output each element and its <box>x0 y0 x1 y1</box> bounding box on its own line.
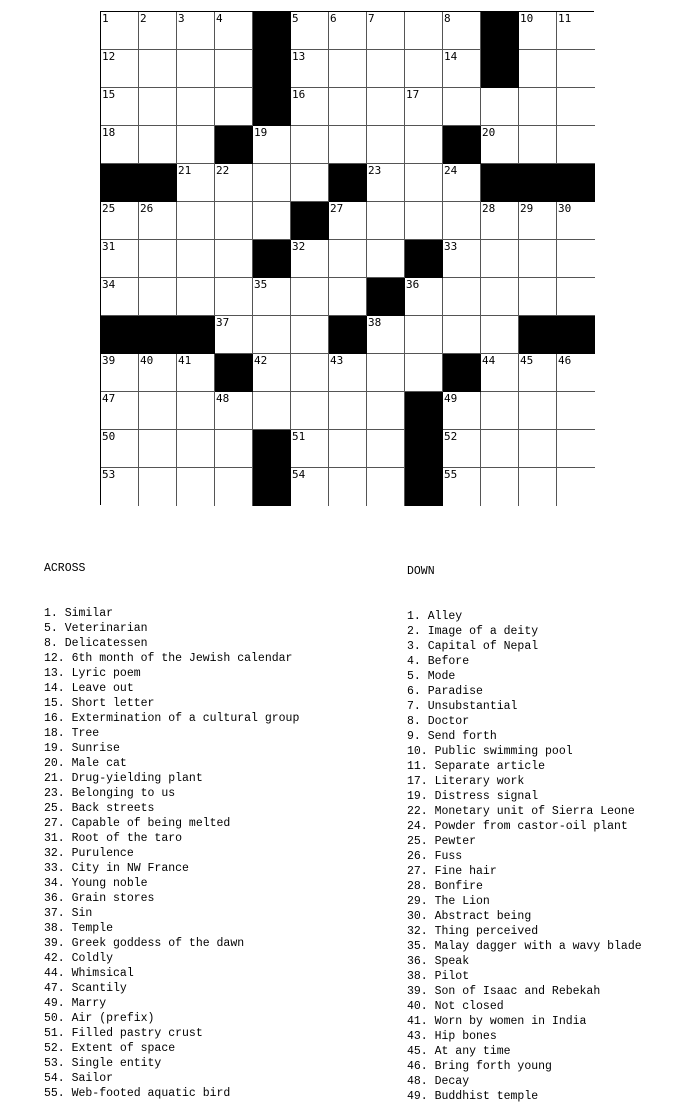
clue-number: 23 <box>368 164 382 177</box>
clue-number: 27 <box>330 202 344 215</box>
grid-cell[interactable] <box>367 354 405 392</box>
black-square <box>101 164 139 202</box>
grid-cell[interactable] <box>367 50 405 88</box>
clue-number: 1 <box>102 12 109 25</box>
grid-cell[interactable] <box>329 126 367 164</box>
black-square <box>101 316 139 354</box>
clue-number: 22 <box>216 164 230 177</box>
black-square <box>481 164 519 202</box>
clue-number: 38 <box>368 316 382 329</box>
grid-cell[interactable] <box>405 354 443 392</box>
grid-cell[interactable] <box>101 240 139 278</box>
grid-cell[interactable] <box>139 126 177 164</box>
grid-cell[interactable] <box>557 392 595 430</box>
grid-cell[interactable] <box>215 164 253 202</box>
clue-number: 31 <box>102 240 116 253</box>
across-clue-list <box>44 606 299 1101</box>
clue-number: 25 <box>102 202 116 215</box>
grid-cell[interactable] <box>329 278 367 316</box>
down-clue: 36. Speak <box>407 955 470 968</box>
clue-number: 28 <box>482 202 496 215</box>
grid-cell[interactable] <box>139 354 177 392</box>
grid-cell[interactable] <box>329 392 367 430</box>
down-clue: 48. Decay <box>407 1075 470 1088</box>
grid-cell[interactable] <box>367 12 405 50</box>
across-clue: 5. Veterinarian <box>44 622 148 635</box>
black-square <box>329 164 367 202</box>
clue-number: 34 <box>102 278 116 291</box>
grid-cell[interactable] <box>139 202 177 240</box>
clue-number: 14 <box>444 50 458 63</box>
grid-cell[interactable] <box>443 202 481 240</box>
across-clues <box>44 531 299 1116</box>
down-clue: 43. Hip bones <box>407 1030 497 1043</box>
across-clue: 55. Web-footed aquatic bird <box>44 1087 231 1100</box>
grid-cell[interactable] <box>443 50 481 88</box>
black-square <box>329 316 367 354</box>
across-clue: 21. Drug-yielding plant <box>44 772 203 785</box>
grid-cell[interactable] <box>443 468 481 506</box>
clue-number: 13 <box>292 50 306 63</box>
grid-cell[interactable] <box>481 316 519 354</box>
clue-number: 46 <box>558 354 572 367</box>
grid-cell[interactable] <box>139 392 177 430</box>
grid-cell[interactable] <box>291 430 329 468</box>
grid-cell[interactable] <box>557 126 595 164</box>
grid-cell[interactable] <box>291 240 329 278</box>
clue-number: 2 <box>140 12 147 25</box>
grid-cell[interactable] <box>481 88 519 126</box>
clue-number: 26 <box>140 202 154 215</box>
grid-cell[interactable] <box>101 50 139 88</box>
down-clue: 41. Worn by women in India <box>407 1015 587 1028</box>
grid-cell[interactable] <box>329 430 367 468</box>
grid-cell[interactable] <box>329 240 367 278</box>
grid-cell[interactable] <box>481 468 519 506</box>
grid-cell[interactable] <box>101 354 139 392</box>
grid-cell[interactable] <box>215 430 253 468</box>
grid-cell[interactable] <box>367 126 405 164</box>
grid-cell[interactable] <box>215 278 253 316</box>
grid-cell[interactable] <box>291 392 329 430</box>
grid-cell[interactable] <box>253 316 291 354</box>
grid-cell[interactable] <box>101 126 139 164</box>
across-clue: 42. Coldly <box>44 952 114 965</box>
black-square <box>443 354 481 392</box>
grid-cell[interactable] <box>443 12 481 50</box>
grid-cell[interactable] <box>215 316 253 354</box>
clue-number: 12 <box>102 50 116 63</box>
black-square <box>253 430 291 468</box>
grid-cell[interactable] <box>557 278 595 316</box>
grid-cell[interactable] <box>443 430 481 468</box>
grid-cell[interactable] <box>405 12 443 50</box>
across-clue: 54. Sailor <box>44 1072 114 1085</box>
black-square <box>177 316 215 354</box>
grid-cell[interactable] <box>557 240 595 278</box>
across-clue: 1. Similar <box>44 607 114 620</box>
across-clue: 51. Filled pastry crust <box>44 1027 203 1040</box>
grid-cell[interactable] <box>329 202 367 240</box>
grid-cell[interactable] <box>177 88 215 126</box>
grid-cell[interactable] <box>101 202 139 240</box>
down-clue: 30. Abstract being <box>407 910 532 923</box>
grid-cell[interactable] <box>405 126 443 164</box>
grid-cell[interactable] <box>139 240 177 278</box>
grid-cell[interactable] <box>481 354 519 392</box>
grid-cell[interactable] <box>557 354 595 392</box>
clue-number: 43 <box>330 354 344 367</box>
across-clue: 32. Purulence <box>44 847 134 860</box>
across-clue: 53. Single entity <box>44 1057 162 1070</box>
down-clue: 2. Image of a deity <box>407 625 539 638</box>
black-square <box>253 468 291 506</box>
grid-cell[interactable] <box>177 354 215 392</box>
grid-cell[interactable] <box>519 12 557 50</box>
across-clue: 14. Leave out <box>44 682 134 695</box>
clue-number: 42 <box>254 354 268 367</box>
across-clue: 52. Extent of space <box>44 1042 176 1055</box>
clue-number: 15 <box>102 88 116 101</box>
clue-number: 10 <box>520 12 534 25</box>
clue-number: 5 <box>292 12 299 25</box>
grid-cell[interactable] <box>519 430 557 468</box>
grid-cell[interactable] <box>291 50 329 88</box>
grid-cell[interactable] <box>215 240 253 278</box>
black-square <box>291 202 329 240</box>
grid-cell[interactable] <box>253 164 291 202</box>
clue-number: 55 <box>444 468 458 481</box>
grid-cell[interactable] <box>291 278 329 316</box>
clue-number: 6 <box>330 12 337 25</box>
black-square <box>253 88 291 126</box>
grid-cell[interactable] <box>519 278 557 316</box>
down-clue: 26. Fuss <box>407 850 463 863</box>
grid-cell[interactable] <box>405 164 443 202</box>
grid-cell[interactable] <box>253 278 291 316</box>
across-clue: 44. Whimsical <box>44 967 134 980</box>
grid-cell[interactable] <box>405 316 443 354</box>
grid-cell[interactable] <box>329 88 367 126</box>
clue-number: 18 <box>102 126 116 139</box>
across-clue: 50. Air (prefix) <box>44 1012 155 1025</box>
black-square <box>139 164 177 202</box>
clue-number: 20 <box>482 126 496 139</box>
down-clue: 11. Separate article <box>407 760 546 773</box>
grid-cell[interactable] <box>367 240 405 278</box>
across-clue: 34. Young noble <box>44 877 148 890</box>
grid-cell[interactable] <box>519 240 557 278</box>
black-square <box>443 126 481 164</box>
grid-cell[interactable] <box>367 392 405 430</box>
across-clue: 13. Lyric poem <box>44 667 141 680</box>
black-square <box>215 354 253 392</box>
clue-number: 17 <box>406 88 420 101</box>
grid-cell[interactable] <box>557 430 595 468</box>
grid-cell[interactable] <box>139 430 177 468</box>
down-clue: 1. Alley <box>407 610 463 623</box>
grid-cell[interactable] <box>291 354 329 392</box>
black-square <box>253 12 291 50</box>
grid-cell[interactable] <box>481 392 519 430</box>
clue-number: 54 <box>292 468 306 481</box>
grid-cell[interactable] <box>329 468 367 506</box>
down-clue-list <box>407 609 642 1104</box>
black-square <box>405 392 443 430</box>
down-clue: 4. Before <box>407 655 470 668</box>
across-clue: 49. Marry <box>44 997 107 1010</box>
black-square <box>557 316 595 354</box>
grid-cell[interactable] <box>519 392 557 430</box>
grid-cell[interactable] <box>177 430 215 468</box>
grid-cell[interactable] <box>215 468 253 506</box>
grid-cell[interactable] <box>253 126 291 164</box>
clue-number: 35 <box>254 278 268 291</box>
grid-cell[interactable] <box>291 126 329 164</box>
black-square <box>367 278 405 316</box>
across-clue: 19. Sunrise <box>44 742 120 755</box>
grid-cell[interactable] <box>177 468 215 506</box>
grid-cell[interactable] <box>291 88 329 126</box>
down-clue: 45. At any time <box>407 1045 511 1058</box>
grid-cell[interactable] <box>177 126 215 164</box>
grid-cell[interactable] <box>405 278 443 316</box>
across-clue: 37. Sin <box>44 907 93 920</box>
clue-number: 39 <box>102 354 116 367</box>
down-clue: 5. Mode <box>407 670 456 683</box>
down-title: DOWN <box>407 565 435 578</box>
grid-cell[interactable] <box>367 430 405 468</box>
across-clue: 36. Grain stores <box>44 892 155 905</box>
down-clue: 25. Pewter <box>407 835 477 848</box>
grid-cell[interactable] <box>177 202 215 240</box>
grid-cell[interactable] <box>519 468 557 506</box>
across-clue: 39. Greek goddess of the dawn <box>44 937 245 950</box>
grid-cell[interactable] <box>405 202 443 240</box>
clue-number: 33 <box>444 240 458 253</box>
across-clue: 38. Temple <box>44 922 114 935</box>
clue-number: 40 <box>140 354 154 367</box>
grid-cell[interactable] <box>215 50 253 88</box>
across-clue: 25. Back streets <box>44 802 155 815</box>
grid-cell[interactable] <box>443 392 481 430</box>
across-clue: 8. Delicatessen <box>44 637 148 650</box>
down-clues <box>407 534 642 1119</box>
clue-number: 16 <box>292 88 306 101</box>
black-square <box>253 50 291 88</box>
grid-cell[interactable] <box>367 202 405 240</box>
grid-cell[interactable] <box>519 50 557 88</box>
grid-cell[interactable] <box>329 354 367 392</box>
clue-number: 52 <box>444 430 458 443</box>
black-square <box>481 50 519 88</box>
grid-cell[interactable] <box>139 468 177 506</box>
clue-number: 37 <box>216 316 230 329</box>
grid-cell[interactable] <box>557 50 595 88</box>
grid-cell[interactable] <box>405 50 443 88</box>
across-clue: 18. Tree <box>44 727 100 740</box>
clue-number: 30 <box>558 202 572 215</box>
clue-number: 7 <box>368 12 375 25</box>
clue-number: 47 <box>102 392 116 405</box>
grid-cell[interactable] <box>557 88 595 126</box>
black-square <box>405 240 443 278</box>
down-clue: 10. Public swimming pool <box>407 745 573 758</box>
grid-cell[interactable] <box>443 164 481 202</box>
grid-cell[interactable] <box>139 278 177 316</box>
grid-cell[interactable] <box>101 392 139 430</box>
grid-cell[interactable] <box>177 50 215 88</box>
clue-number: 49 <box>444 392 458 405</box>
down-clue: 8. Doctor <box>407 715 470 728</box>
grid-cell[interactable] <box>139 12 177 50</box>
down-clue: 17. Literary work <box>407 775 525 788</box>
down-clue: 39. Son of Isaac and Rebekah <box>407 985 601 998</box>
grid-cell[interactable] <box>177 278 215 316</box>
down-clue: 32. Thing perceived <box>407 925 539 938</box>
black-square <box>519 164 557 202</box>
across-clue: 33. City in NW France <box>44 862 189 875</box>
grid-cell[interactable] <box>291 468 329 506</box>
down-clue: 35. Malay dagger with a wavy blade <box>407 940 642 953</box>
grid-cell[interactable] <box>177 392 215 430</box>
across-clue: 31. Root of the taro <box>44 832 183 845</box>
grid-cell[interactable] <box>367 316 405 354</box>
grid-cell[interactable] <box>215 12 253 50</box>
clue-number: 36 <box>406 278 420 291</box>
grid-cell[interactable] <box>367 88 405 126</box>
grid-cell[interactable] <box>253 354 291 392</box>
down-clue: 38. Pilot <box>407 970 470 983</box>
across-title: ACROSS <box>44 562 86 575</box>
down-clue: 49. Buddhist temple <box>407 1090 539 1103</box>
across-clue: 20. Male cat <box>44 757 127 770</box>
grid-cell[interactable] <box>443 240 481 278</box>
grid-cell[interactable] <box>215 202 253 240</box>
down-clue: 9. Send forth <box>407 730 497 743</box>
grid-cell[interactable] <box>481 278 519 316</box>
grid-cell[interactable] <box>101 430 139 468</box>
clue-number: 50 <box>102 430 116 443</box>
clue-number: 21 <box>178 164 192 177</box>
grid-cell[interactable] <box>481 202 519 240</box>
grid-cell[interactable] <box>557 12 595 50</box>
across-clue: 23. Belonging to us <box>44 787 176 800</box>
grid-cell[interactable] <box>443 278 481 316</box>
down-clue: 24. Powder from castor-oil plant <box>407 820 628 833</box>
grid-cell[interactable] <box>291 12 329 50</box>
grid-cell[interactable] <box>481 240 519 278</box>
down-clue: 3. Capital of Nepal <box>407 640 539 653</box>
grid-cell[interactable] <box>101 468 139 506</box>
grid-cell[interactable] <box>101 12 139 50</box>
grid-cell[interactable] <box>139 88 177 126</box>
crossword-grid <box>100 11 594 505</box>
grid-cell[interactable] <box>253 202 291 240</box>
grid-cell[interactable] <box>519 88 557 126</box>
black-square <box>519 316 557 354</box>
clue-number: 4 <box>216 12 223 25</box>
clue-number: 51 <box>292 430 306 443</box>
black-square <box>253 240 291 278</box>
across-clue: 16. Extermination of a cultural group <box>44 712 300 725</box>
down-clue: 7. Unsubstantial <box>407 700 518 713</box>
grid-cell[interactable] <box>443 316 481 354</box>
grid-cell[interactable] <box>367 164 405 202</box>
black-square <box>405 430 443 468</box>
grid-cell[interactable] <box>367 468 405 506</box>
grid-cell[interactable] <box>139 50 177 88</box>
grid-cell[interactable] <box>519 202 557 240</box>
clue-number: 53 <box>102 468 116 481</box>
grid-cell[interactable] <box>177 12 215 50</box>
down-clue: 29. The Lion <box>407 895 490 908</box>
down-clue: 40. Not closed <box>407 1000 504 1013</box>
grid-cell[interactable] <box>101 88 139 126</box>
grid-cell[interactable] <box>329 12 367 50</box>
down-clue: 22. Monetary unit of Sierra Leone <box>407 805 635 818</box>
clue-number: 24 <box>444 164 458 177</box>
grid-cell[interactable] <box>405 88 443 126</box>
across-clue: 15. Short letter <box>44 697 155 710</box>
grid-cell[interactable] <box>481 430 519 468</box>
down-clue: 46. Bring forth young <box>407 1060 552 1073</box>
across-clue: 27. Capable of being melted <box>44 817 231 830</box>
grid-cell[interactable] <box>481 126 519 164</box>
down-clue: 6. Paradise <box>407 685 483 698</box>
grid-cell[interactable] <box>291 164 329 202</box>
grid-cell[interactable] <box>519 126 557 164</box>
clue-number: 11 <box>558 12 572 25</box>
down-clue: 27. Fine hair <box>407 865 497 878</box>
grid-cell[interactable] <box>253 392 291 430</box>
black-square <box>405 468 443 506</box>
clue-number: 44 <box>482 354 496 367</box>
black-square <box>557 164 595 202</box>
down-clue: 19. Distress signal <box>407 790 539 803</box>
clue-number: 48 <box>216 392 230 405</box>
grid-cell[interactable] <box>177 164 215 202</box>
clue-number: 41 <box>178 354 192 367</box>
across-clue: 12. 6th month of the Jewish calendar <box>44 652 293 665</box>
grid-cell[interactable] <box>443 88 481 126</box>
black-square <box>215 126 253 164</box>
grid-cell[interactable] <box>329 50 367 88</box>
clue-number: 8 <box>444 12 451 25</box>
grid-cell[interactable] <box>291 316 329 354</box>
grid-cell[interactable] <box>519 354 557 392</box>
grid-cell[interactable] <box>557 468 595 506</box>
clue-number: 45 <box>520 354 534 367</box>
grid-cell[interactable] <box>557 202 595 240</box>
clue-number: 32 <box>292 240 306 253</box>
black-square <box>139 316 177 354</box>
clue-number: 19 <box>254 126 268 139</box>
across-clue: 47. Scantily <box>44 982 127 995</box>
grid-cell[interactable] <box>215 392 253 430</box>
grid-cell[interactable] <box>101 278 139 316</box>
grid-cell[interactable] <box>177 240 215 278</box>
clue-number: 3 <box>178 12 185 25</box>
grid-cell[interactable] <box>215 88 253 126</box>
clue-number: 29 <box>520 202 534 215</box>
black-square <box>481 12 519 50</box>
down-clue: 28. Bonfire <box>407 880 483 893</box>
